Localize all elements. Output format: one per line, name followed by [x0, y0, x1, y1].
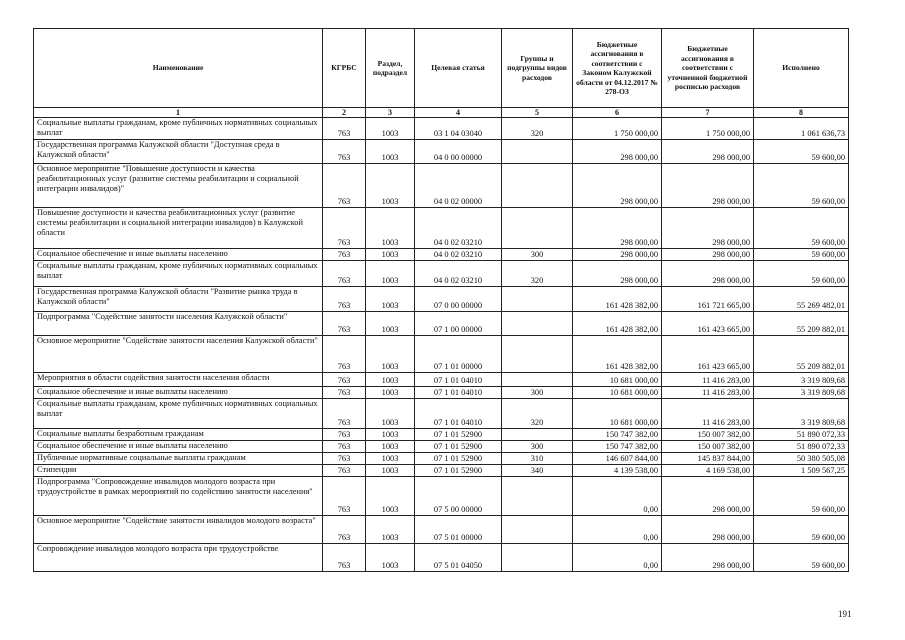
column-header-name: Наименование [34, 29, 323, 108]
row-section-cell: 1003 [366, 544, 415, 572]
table-row [34, 312, 849, 336]
budget-table-sheet [33, 28, 848, 572]
row-target-cell: 04 0 02 03210 [415, 261, 502, 287]
row-executed-cell: 3 319 809,68 [754, 399, 849, 429]
table-row [34, 261, 849, 287]
row-budget-law-cell: 298 000,00 [573, 261, 662, 287]
row-section-cell: 1003 [366, 429, 415, 441]
row-kgrbs-cell: 763 [323, 477, 366, 516]
row-target-cell: 07 1 01 52900 [415, 453, 502, 465]
row-target-cell: 07 0 00 00000 [415, 287, 502, 312]
column-number: 3 [366, 108, 415, 118]
row-budget-adjusted-cell: 11 416 283,00 [662, 387, 754, 399]
row-budget-law-cell: 298 000,00 [573, 249, 662, 261]
row-target-cell: 07 1 01 04010 [415, 399, 502, 429]
row-name-cell: Подпрограмма "Сопровождение инвалидов молодого возраста при трудоустройстве в рамках мероприятий по содействию занятости населения" [34, 477, 323, 516]
column-number: 5 [502, 108, 573, 118]
row-kgrbs-cell: 763 [323, 516, 366, 544]
row-budget-law-cell: 0,00 [573, 544, 662, 572]
row-budget-adjusted-cell: 298 000,00 [662, 249, 754, 261]
row-budget-law-cell: 0,00 [573, 516, 662, 544]
row-section-cell: 1003 [366, 441, 415, 453]
row-executed-cell: 59 600,00 [754, 477, 849, 516]
row-group-cell: 320 [502, 399, 573, 429]
row-group-cell [502, 336, 573, 373]
table-row [34, 164, 849, 208]
row-budget-law-cell: 161 428 382,00 [573, 336, 662, 373]
row-group-cell: 300 [502, 441, 573, 453]
row-budget-law-cell: 0,00 [573, 477, 662, 516]
row-budget-law-cell: 161 428 382,00 [573, 312, 662, 336]
row-budget-law-cell: 4 139 538,00 [573, 465, 662, 477]
row-name-cell: Государственная программа Калужской области "Развитие рынка труда в Калужской области" [34, 287, 323, 312]
header-row [34, 29, 849, 108]
row-executed-cell: 55 209 882,01 [754, 336, 849, 373]
row-section-cell: 1003 [366, 164, 415, 208]
row-target-cell: 07 5 01 04050 [415, 544, 502, 572]
row-kgrbs-cell: 763 [323, 429, 366, 441]
row-budget-adjusted-cell: 298 000,00 [662, 477, 754, 516]
row-executed-cell: 50 380 505,08 [754, 453, 849, 465]
table-row [34, 453, 849, 465]
row-target-cell: 04 0 02 03210 [415, 208, 502, 249]
table-row [34, 373, 849, 387]
row-group-cell [502, 477, 573, 516]
row-group-cell [502, 373, 573, 387]
budget-execution-table [33, 28, 849, 572]
row-budget-law-cell: 150 747 382,00 [573, 441, 662, 453]
table-row [34, 387, 849, 399]
row-section-cell: 1003 [366, 336, 415, 373]
row-group-cell [502, 287, 573, 312]
row-target-cell: 04 0 00 00000 [415, 140, 502, 164]
row-budget-law-cell: 150 747 382,00 [573, 429, 662, 441]
row-budget-adjusted-cell: 11 416 283,00 [662, 399, 754, 429]
column-header-group: Группы и подгруппы видов расходов [502, 29, 573, 108]
row-executed-cell: 1 061 636,73 [754, 118, 849, 140]
row-kgrbs-cell: 763 [323, 441, 366, 453]
row-budget-adjusted-cell: 298 000,00 [662, 208, 754, 249]
table-row [34, 249, 849, 261]
row-section-cell: 1003 [366, 465, 415, 477]
row-section-cell: 1003 [366, 516, 415, 544]
row-budget-adjusted-cell: 298 000,00 [662, 140, 754, 164]
row-name-cell: Подпрограмма "Содействие занятости населения Калужской области" [34, 312, 323, 336]
row-budget-adjusted-cell: 1 750 000,00 [662, 118, 754, 140]
row-budget-law-cell: 298 000,00 [573, 140, 662, 164]
row-group-cell: 340 [502, 465, 573, 477]
row-executed-cell: 51 890 072,33 [754, 441, 849, 453]
row-section-cell: 1003 [366, 387, 415, 399]
row-executed-cell: 59 600,00 [754, 208, 849, 249]
row-budget-law-cell: 1 750 000,00 [573, 118, 662, 140]
row-budget-adjusted-cell: 150 007 382,00 [662, 441, 754, 453]
row-executed-cell: 1 509 567,25 [754, 465, 849, 477]
row-kgrbs-cell: 763 [323, 453, 366, 465]
table-row [34, 465, 849, 477]
column-header-budget-law: Бюджетные ассигнования в соответствии с Законом Калужской области от 04.12.2017 № 278-ОЗ [573, 29, 662, 108]
row-executed-cell: 59 600,00 [754, 516, 849, 544]
row-name-cell: Сопровождение инвалидов молодого возраста при трудоустройстве [34, 544, 323, 572]
row-budget-adjusted-cell: 161 423 665,00 [662, 312, 754, 336]
row-name-cell: Основное мероприятие "Повышение доступности и качества реабилитационных услуг (развитие системы реабилитации и социальной интеграции инвалидов)" [34, 164, 323, 208]
row-target-cell: 07 1 01 04010 [415, 373, 502, 387]
row-budget-adjusted-cell: 11 416 283,00 [662, 373, 754, 387]
table-row [34, 140, 849, 164]
row-group-cell: 300 [502, 249, 573, 261]
row-kgrbs-cell: 763 [323, 249, 366, 261]
page-number: 191 [838, 609, 852, 619]
row-name-cell: Публичные нормативные социальные выплаты гражданам [34, 453, 323, 465]
row-kgrbs-cell: 763 [323, 118, 366, 140]
row-group-cell [502, 164, 573, 208]
row-executed-cell: 59 600,00 [754, 164, 849, 208]
row-section-cell: 1003 [366, 118, 415, 140]
row-group-cell [502, 516, 573, 544]
table-body [34, 118, 849, 572]
row-budget-law-cell: 298 000,00 [573, 208, 662, 249]
row-name-cell: Мероприятия в области содействия занятости населения области [34, 373, 323, 387]
row-name-cell: Социальное обеспечение и иные выплаты населению [34, 441, 323, 453]
row-group-cell [502, 429, 573, 441]
row-budget-law-cell: 10 681 000,00 [573, 399, 662, 429]
row-name-cell: Стипендии [34, 465, 323, 477]
row-target-cell: 07 1 01 04010 [415, 387, 502, 399]
row-section-cell: 1003 [366, 208, 415, 249]
row-budget-law-cell: 298 000,00 [573, 164, 662, 208]
column-header-section: Раздел, подраздел [366, 29, 415, 108]
row-kgrbs-cell: 763 [323, 336, 366, 373]
row-budget-adjusted-cell: 298 000,00 [662, 164, 754, 208]
table-row [34, 208, 849, 249]
row-executed-cell: 59 600,00 [754, 249, 849, 261]
row-budget-adjusted-cell: 145 837 844,00 [662, 453, 754, 465]
row-kgrbs-cell: 763 [323, 387, 366, 399]
column-number: 6 [573, 108, 662, 118]
row-name-cell: Социальные выплаты гражданам, кроме публичных нормативных социальных выплат [34, 118, 323, 140]
row-budget-adjusted-cell: 298 000,00 [662, 516, 754, 544]
row-target-cell: 07 1 01 52900 [415, 441, 502, 453]
row-group-cell [502, 312, 573, 336]
row-target-cell: 07 1 01 52900 [415, 429, 502, 441]
row-section-cell: 1003 [366, 261, 415, 287]
row-budget-law-cell: 146 607 844,00 [573, 453, 662, 465]
column-header-budget-adjusted: Бюджетные ассигнования в соответствии с уточненной бюджетной росписью расходов [662, 29, 754, 108]
row-kgrbs-cell: 763 [323, 373, 366, 387]
table-row [34, 477, 849, 516]
row-kgrbs-cell: 763 [323, 544, 366, 572]
row-target-cell: 07 1 01 00000 [415, 336, 502, 373]
row-kgrbs-cell: 763 [323, 208, 366, 249]
row-executed-cell: 59 600,00 [754, 140, 849, 164]
row-target-cell: 04 0 02 03210 [415, 249, 502, 261]
row-name-cell: Социальные выплаты гражданам, кроме публичных нормативных социальных выплат [34, 261, 323, 287]
row-kgrbs-cell: 763 [323, 312, 366, 336]
column-header-kgrbs: КГРБС [323, 29, 366, 108]
row-name-cell: Государственная программа Калужской области "Доступная среда в Калужской области" [34, 140, 323, 164]
column-number: 4 [415, 108, 502, 118]
row-kgrbs-cell: 763 [323, 465, 366, 477]
row-section-cell: 1003 [366, 399, 415, 429]
row-section-cell: 1003 [366, 287, 415, 312]
row-target-cell: 07 5 01 00000 [415, 516, 502, 544]
row-budget-law-cell: 161 428 382,00 [573, 287, 662, 312]
row-section-cell: 1003 [366, 373, 415, 387]
column-number: 8 [754, 108, 849, 118]
row-target-cell: 07 5 00 00000 [415, 477, 502, 516]
row-group-cell [502, 208, 573, 249]
row-name-cell: Социальное обеспечение и иные выплаты населению [34, 249, 323, 261]
row-name-cell: Социальные выплаты гражданам, кроме публичных нормативных социальных выплат [34, 399, 323, 429]
table-row [34, 399, 849, 429]
column-header-executed: Исполнено [754, 29, 849, 108]
row-group-cell: 320 [502, 261, 573, 287]
row-target-cell: 04 0 02 00000 [415, 164, 502, 208]
column-number: 7 [662, 108, 754, 118]
row-kgrbs-cell: 763 [323, 140, 366, 164]
row-budget-law-cell: 10 681 000,00 [573, 373, 662, 387]
row-group-cell: 320 [502, 118, 573, 140]
row-name-cell: Социальные выплаты безработным гражданам [34, 429, 323, 441]
row-group-cell [502, 544, 573, 572]
row-budget-adjusted-cell: 161 721 665,00 [662, 287, 754, 312]
row-budget-law-cell: 10 681 000,00 [573, 387, 662, 399]
row-target-cell: 07 1 00 00000 [415, 312, 502, 336]
table-row [34, 441, 849, 453]
table-row [34, 118, 849, 140]
row-budget-adjusted-cell: 150 007 382,00 [662, 429, 754, 441]
row-kgrbs-cell: 763 [323, 399, 366, 429]
row-group-cell: 300 [502, 387, 573, 399]
row-executed-cell: 55 269 482,01 [754, 287, 849, 312]
row-budget-adjusted-cell: 4 169 538,00 [662, 465, 754, 477]
column-number-row [34, 108, 849, 118]
column-number: 1 [34, 108, 323, 118]
row-executed-cell: 3 319 809,68 [754, 373, 849, 387]
table-row [34, 544, 849, 572]
table-row [34, 336, 849, 373]
row-kgrbs-cell: 763 [323, 164, 366, 208]
row-kgrbs-cell: 763 [323, 287, 366, 312]
row-target-cell: 03 1 04 03040 [415, 118, 502, 140]
row-executed-cell: 3 319 809,68 [754, 387, 849, 399]
row-executed-cell: 59 600,00 [754, 261, 849, 287]
row-group-cell: 310 [502, 453, 573, 465]
row-name-cell: Основное мероприятие "Содействие занятости населения Калужской области" [34, 336, 323, 373]
table-row [34, 287, 849, 312]
row-group-cell [502, 140, 573, 164]
row-target-cell: 07 1 01 52900 [415, 465, 502, 477]
row-section-cell: 1003 [366, 477, 415, 516]
row-section-cell: 1003 [366, 453, 415, 465]
row-executed-cell: 55 209 882,01 [754, 312, 849, 336]
column-number: 2 [323, 108, 366, 118]
column-header-target: Целевая статья [415, 29, 502, 108]
table-row [34, 516, 849, 544]
row-budget-adjusted-cell: 298 000,00 [662, 544, 754, 572]
row-executed-cell: 51 890 072,33 [754, 429, 849, 441]
row-section-cell: 1003 [366, 140, 415, 164]
table-row [34, 429, 849, 441]
row-name-cell: Основное мероприятие "Содействие занятости инвалидов молодого возраста" [34, 516, 323, 544]
row-name-cell: Повышение доступности и качества реабилитационных услуг (развитие системы реабилитации и социальной интеграции инвалидов) в Калужской области [34, 208, 323, 249]
row-name-cell: Социальное обеспечение и иные выплаты населению [34, 387, 323, 399]
row-kgrbs-cell: 763 [323, 261, 366, 287]
row-budget-adjusted-cell: 298 000,00 [662, 261, 754, 287]
row-executed-cell: 59 600,00 [754, 544, 849, 572]
row-section-cell: 1003 [366, 312, 415, 336]
row-section-cell: 1003 [366, 249, 415, 261]
row-budget-adjusted-cell: 161 423 665,00 [662, 336, 754, 373]
